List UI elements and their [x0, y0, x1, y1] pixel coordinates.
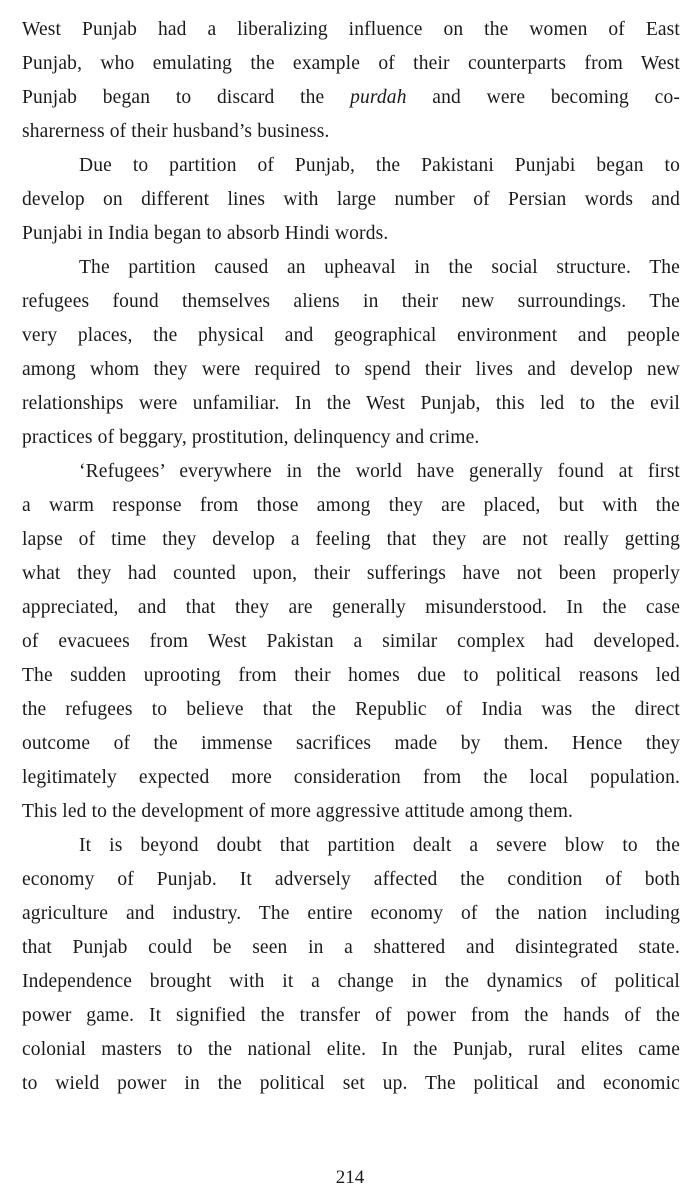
text-line: Independence brought with it a change in the dynamics of political — [22, 971, 680, 992]
text-line: This led to the development of more aggressive attitude among them. — [22, 801, 574, 822]
text-line: appreciated, and that they are generally misunderstood. In the case — [22, 597, 680, 618]
text-line: among whom they were required to spend their lives and develop new — [22, 359, 680, 380]
text-line: Due to partition of Punjab, the Pakistani Punjabi began to — [79, 155, 680, 176]
text-line: what they had counted upon, their sufferings have not been properly — [22, 563, 680, 584]
text-line: economy of Punjab. It adversely affected the condition of both — [22, 869, 680, 890]
text-line: outcome of the immense sacrifices made by them. Hence they — [22, 733, 680, 754]
text-line: lapse of time they develop a feeling that they are not really getting — [22, 529, 680, 550]
text-line: that Punjab could be seen in a shattered and disintegrated state. — [22, 937, 680, 958]
text-line: It is beyond doubt that partition dealt a severe blow to the — [79, 835, 680, 856]
text-line: to wield power in the political set up. The political and economic — [22, 1073, 680, 1094]
text-line: power game. It signified the transfer of power from the hands of the — [22, 1005, 680, 1026]
paragraph-2 — [22, 149, 680, 251]
text-line: relationships were unfamiliar. In the West Punjab, this led to the evil — [22, 393, 680, 414]
paragraph-1 — [22, 13, 680, 149]
text-run: and were becoming co- — [406, 87, 680, 108]
text-line: sharerness of their husband’s business. — [22, 121, 330, 142]
text-line: colonial masters to the national elite. In the Punjab, rural elites came — [22, 1039, 680, 1060]
text-run: Punjab began to discard the — [22, 87, 351, 108]
italic-term-purdah: purdah — [350, 87, 407, 108]
text-line: West Punjab had a liberalizing influence on the women of East — [22, 19, 680, 40]
text-line: the refugees to believe that the Republic of India was the direct — [22, 699, 680, 720]
paragraph-5 — [22, 829, 680, 1101]
text-line: of evacuees from West Pakistan a similar complex had developed. — [22, 631, 680, 652]
text-line: ‘Refugees’ everywhere in the world have generally found at first — [79, 461, 680, 482]
paragraph-4 — [22, 455, 680, 829]
text-line: agriculture and industry. The entire economy of the nation including — [22, 903, 680, 924]
text-line: refugees found themselves aliens in their new surroundings. The — [22, 291, 680, 312]
text-line: a warm response from those among they are placed, but with the — [22, 495, 680, 516]
text-line: practices of beggary, prostitution, delinquency and crime. — [22, 427, 480, 448]
text-line: The sudden uprooting from their homes due to political reasons led — [22, 665, 680, 686]
text-line: develop on different lines with large number of Persian words and — [22, 189, 680, 210]
paragraph-3 — [22, 251, 680, 455]
text-line: Punjabi in India began to absorb Hindi words. — [22, 223, 389, 244]
text-line: legitimately expected more consideration from the local population. — [22, 767, 680, 788]
text-line: The partition caused an upheaval in the social structure. The — [79, 257, 680, 278]
text-line: very places, the physical and geographical environment and people — [22, 325, 680, 346]
text-line-with-italic — [22, 81, 680, 115]
text-line: Punjab, who emulating the example of their counterparts from West — [22, 53, 680, 74]
document-page — [22, 13, 680, 1101]
page-number: 214 — [335, 1167, 365, 1188]
